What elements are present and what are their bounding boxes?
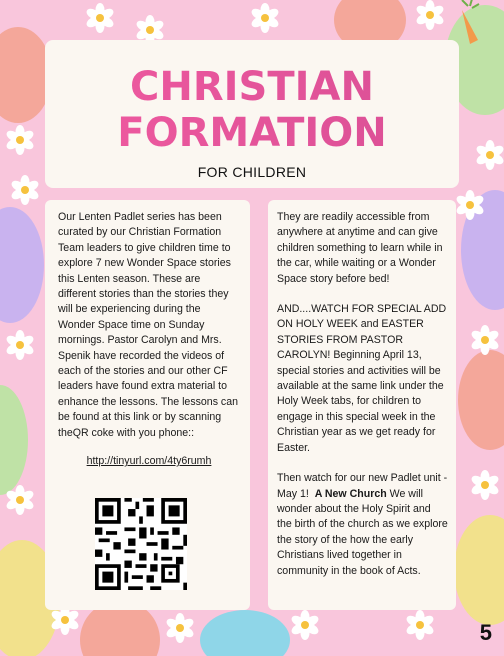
paragraph-3-bold: A New Church <box>314 487 387 500</box>
title-card <box>45 40 459 188</box>
right-column <box>268 200 456 610</box>
right-paragraph-2: AND....WATCH FOR SPECIAL ADD ON HOLY WEEK and EASTER STORIES FROM PASTOR CAROLYN! Beginning April 13, special stories and activities will be available at the same link under the Holy Week tabs, for children to engage in this special week in the Christian year as we get ready for Easter. <box>277 303 447 454</box>
left-paragraph: Our Lenten Padlet series has been curated by our Christian Formation Team leaders to give children time to explore 7 new Wonder Space stories this Lenten season. These are different stories than the stories they will be experiencing during the Wonder Space time on Sunday mornings. Pastor Carolyn and Mrs. Spenik have recorded the videos of each of the stories and our other CF leaders have found extra material to enhance the lessons. The lessons can be found at this link or by scanning theQR coke with you phone:: <box>58 211 239 439</box>
paragraph-3-rest: We will wonder about the Holy Spirit and the birth of the church as we explore the story of the how the early Christians lived together in community in the book of Acts. <box>277 487 448 577</box>
right-paragraph-1: They are readily accessible from anywhere at anytime and can give children something to learn while in the car, while waiting or a Wonder Space story before bed! <box>277 211 443 285</box>
right-paragraph-3 <box>277 471 448 579</box>
qr-code-icon[interactable] <box>95 498 187 590</box>
title-line-2: FORMATION <box>45 110 459 156</box>
paragraph-3-lead: Then watch for our new Padlet unit - May 1! <box>277 472 448 500</box>
page-number: 5 <box>479 620 492 645</box>
title-line-1: CHRISTIAN <box>45 64 459 110</box>
padlet-link[interactable]: http://tinyurl.com/4ty6rumh <box>86 455 212 468</box>
subtitle: FOR CHILDREN <box>197 164 307 180</box>
